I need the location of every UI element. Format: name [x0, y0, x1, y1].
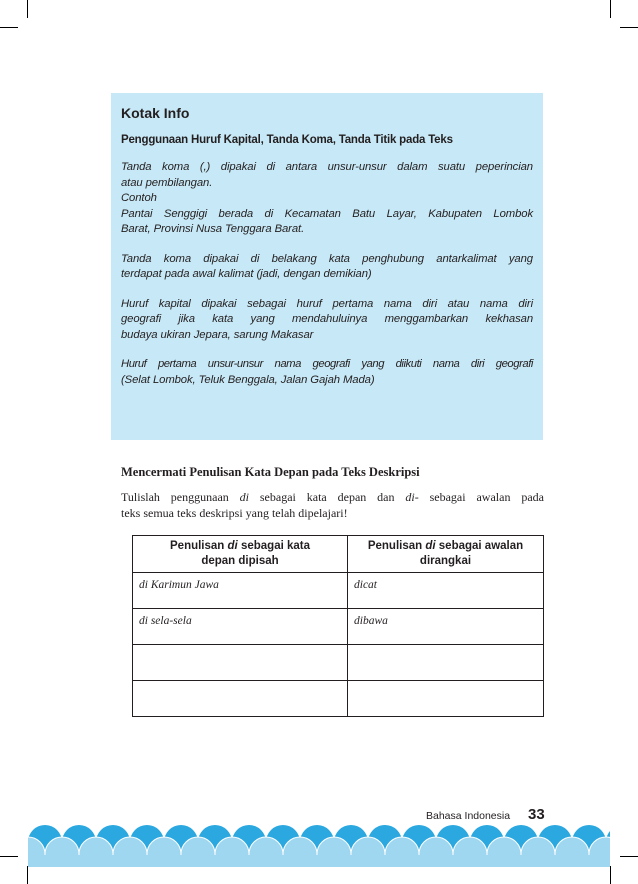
instruction-emphasis: di: [239, 490, 249, 504]
header-text: sebagai kata: [237, 540, 310, 552]
info-paragraph: [121, 357, 533, 388]
section-instruction: [121, 489, 544, 521]
header-text: Penulisan: [367, 540, 426, 552]
header-emphasis: di: [227, 540, 238, 552]
exercise-table: [132, 535, 544, 717]
column-header: [348, 536, 544, 573]
crop-mark: [610, 866, 611, 884]
crop-mark: [620, 27, 638, 28]
info-line: Contoh: [121, 192, 157, 204]
crop-mark: [610, 0, 611, 18]
info-line: Huruf kapital dipakai sebagai huruf pertama nama diri atau nama diri: [121, 297, 533, 310]
instruction-line: teks semua teks deskripsi yang telah dipelajari!: [121, 506, 348, 520]
instruction-emphasis: di-: [405, 490, 419, 504]
info-paragraph: [121, 160, 533, 238]
info-box-subtitle: Penggunaan Huruf Kapital, Tanda Koma, Tanda Titik pada Teks: [121, 134, 453, 146]
table-cell[interactable]: dicat: [348, 573, 544, 609]
wave-base: [28, 855, 610, 867]
table-cell[interactable]: [133, 645, 348, 681]
exercise-section: [121, 465, 544, 526]
info-paragraph: [121, 297, 533, 344]
table-cell[interactable]: [348, 645, 544, 681]
page-number: 33: [528, 806, 545, 823]
column-header: [133, 536, 348, 573]
book-title: Bahasa Indonesia: [426, 810, 511, 822]
header-text: depan dipisah: [201, 555, 279, 567]
crop-mark: [620, 856, 638, 857]
info-line: Tanda koma (,) dipakai di antara unsur-unsur dalam suatu peperincian: [121, 161, 533, 173]
table-cell[interactable]: dibawa: [348, 609, 544, 645]
crop-mark: [27, 866, 28, 884]
header-emphasis: di: [425, 540, 436, 552]
instruction-line: [121, 489, 544, 505]
header-text: dirangkai: [419, 555, 472, 567]
header-text: Penulisan: [170, 540, 228, 552]
info-line: Tanda koma dipakai di belakang kata penghubung antarkalimat yang: [121, 252, 533, 265]
table-row: [133, 573, 544, 609]
info-line: atau pembilangan.: [121, 176, 213, 189]
section-title: Mencermati Penulisan Kata Depan pada Teks Deskripsi: [121, 465, 420, 479]
table-header-row: [133, 536, 544, 573]
table-cell[interactable]: di Karimun Jawa: [133, 573, 348, 609]
info-line: terdapat pada awal kalimat (jadi, dengan demikian): [121, 268, 372, 280]
info-line: Barat, Provinsi Nusa Tenggara Barat.: [121, 223, 305, 235]
crop-mark: [0, 856, 18, 857]
table-row: [133, 681, 544, 717]
table-cell[interactable]: [133, 681, 348, 717]
wave-decoration: [28, 823, 610, 867]
table-cell[interactable]: di sela-sela: [133, 609, 348, 645]
info-box-title: Kotak Info: [121, 105, 190, 121]
info-box: [111, 93, 543, 440]
table-cell[interactable]: [348, 681, 544, 717]
info-line: Pantai Senggigi berada di Kecamatan Batu Layar, Kabupaten Lombok: [121, 207, 533, 220]
table-row: [133, 645, 544, 681]
crop-mark: [0, 27, 18, 28]
header-text: sebagai awalan: [435, 540, 524, 552]
info-line: budaya ukiran Jepara, sarung Makasar: [121, 328, 314, 341]
info-line: geografi jika kata yang mendahuluinya menggambarkan kekhasan: [121, 313, 533, 325]
info-line: (Selat Lombok, Teluk Benggala, Jalan Gajah Mada): [121, 373, 375, 386]
instruction-text: Tulislah penggunaan: [121, 490, 240, 504]
instruction-text: sebagai awalan pada: [418, 490, 544, 504]
table-row: [133, 609, 544, 645]
info-line: Huruf pertama unsur-unsur nama geografi yang diikuti nama diri geografi: [121, 358, 533, 370]
crop-mark: [27, 0, 28, 18]
instruction-text: sebagai kata depan dan: [249, 490, 406, 504]
info-paragraph: [121, 252, 533, 283]
